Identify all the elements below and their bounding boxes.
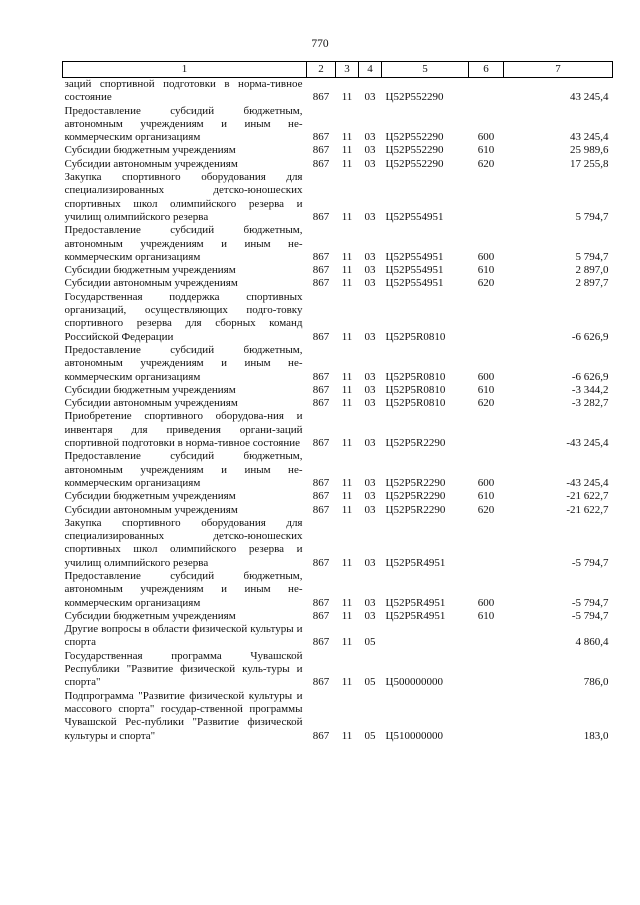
row-target-code: Ц52Р5R2290 bbox=[385, 437, 446, 450]
row-name: Закупка спортивного оборудования для специализированных детско-юношеских спортивных школ олимпийского резерва и училищ олимпийского резерва bbox=[64, 516, 303, 569]
row-amount: 2 897,7 bbox=[575, 277, 609, 290]
row-subsection: 03 bbox=[364, 609, 376, 622]
row-ministry-code: 867 bbox=[312, 210, 330, 223]
row-subsection: 03 bbox=[364, 397, 376, 410]
row-expense-type: 610 bbox=[477, 144, 495, 157]
row-ministry-code: 867 bbox=[312, 503, 330, 516]
row-expense-type bbox=[469, 171, 504, 224]
table-row bbox=[63, 410, 613, 450]
row-subsection: 03 bbox=[364, 476, 376, 489]
row-subsection: 03 bbox=[364, 596, 376, 609]
header-cell: 5 bbox=[382, 62, 469, 78]
table-row bbox=[63, 623, 613, 650]
row-target-code: Ц52Р5R0810 bbox=[385, 370, 446, 383]
row-target-code: Ц52Р5R0810 bbox=[385, 397, 446, 410]
row-subsection: 05 bbox=[364, 676, 376, 689]
row-name: Субсидии автономным учреждениям bbox=[64, 277, 238, 290]
row-subsection: 03 bbox=[364, 330, 376, 343]
row-section: 11 bbox=[341, 636, 353, 649]
row-ministry-code: 867 bbox=[312, 264, 330, 277]
row-target-code: Ц510000000 bbox=[385, 729, 443, 742]
row-ministry-code: 867 bbox=[312, 370, 330, 383]
row-ministry-code: 867 bbox=[312, 383, 330, 396]
row-expense-type bbox=[469, 690, 504, 743]
table-row bbox=[63, 291, 613, 344]
row-amount: 17 255,8 bbox=[570, 157, 609, 170]
row-ministry-code: 867 bbox=[312, 144, 330, 157]
table-row bbox=[63, 171, 613, 224]
row-subsection: 03 bbox=[364, 383, 376, 396]
row-ministry-code: 867 bbox=[312, 556, 330, 569]
row-ministry-code: 867 bbox=[312, 277, 330, 290]
row-subsection: 03 bbox=[364, 503, 376, 516]
table-row bbox=[63, 78, 613, 105]
table-row bbox=[63, 504, 613, 517]
row-expense-type bbox=[469, 623, 504, 650]
row-subsection: 03 bbox=[364, 91, 376, 104]
row-section: 11 bbox=[341, 596, 353, 609]
row-target-code: Ц52Р5R2290 bbox=[385, 476, 446, 489]
row-name: Субсидии бюджетным учреждениям bbox=[64, 609, 236, 622]
row-expense-type: 600 bbox=[477, 250, 495, 263]
row-amount: 5 794,7 bbox=[575, 210, 609, 223]
row-ministry-code: 867 bbox=[312, 676, 330, 689]
row-target-code: Ц52Р5R0810 bbox=[385, 383, 446, 396]
table-row bbox=[63, 224, 613, 264]
row-target-code: Ц500000000 bbox=[385, 676, 443, 689]
row-amount: -5 794,7 bbox=[571, 609, 609, 622]
row-amount: 786,0 bbox=[583, 676, 609, 689]
row-section: 11 bbox=[341, 330, 353, 343]
row-ministry-code: 867 bbox=[312, 609, 330, 622]
row-section: 11 bbox=[341, 397, 353, 410]
row-subsection: 03 bbox=[364, 277, 376, 290]
row-expense-type: 600 bbox=[477, 476, 495, 489]
row-expense-type: 620 bbox=[477, 277, 495, 290]
row-section: 11 bbox=[341, 383, 353, 396]
row-name: Подпрограмма "Развитие физической культуры и массового спорта" государ-ственной программы Чувашской Рес-публики "Развитие физической культуры и спорта" bbox=[64, 689, 303, 742]
row-ministry-code: 867 bbox=[312, 596, 330, 609]
row-expense-type: 620 bbox=[477, 397, 495, 410]
row-section: 11 bbox=[341, 91, 353, 104]
row-amount: 2 897,0 bbox=[575, 264, 609, 277]
row-target-code: Ц52Р552290 bbox=[385, 91, 444, 104]
row-section: 11 bbox=[341, 210, 353, 223]
row-subsection: 03 bbox=[364, 131, 376, 144]
row-expense-type: 620 bbox=[477, 157, 495, 170]
row-expense-type: 610 bbox=[477, 490, 495, 503]
row-subsection: 03 bbox=[364, 144, 376, 157]
row-ministry-code: 867 bbox=[312, 330, 330, 343]
row-section: 11 bbox=[341, 250, 353, 263]
row-section: 11 bbox=[341, 277, 353, 290]
header-cell: 6 bbox=[469, 62, 504, 78]
row-name: Предоставление субсидий бюджетным, автономным учреждениям и иным не-коммерческим организациям bbox=[64, 224, 303, 263]
table-row bbox=[63, 144, 613, 157]
row-section: 11 bbox=[341, 157, 353, 170]
row-ministry-code: 867 bbox=[312, 131, 330, 144]
row-expense-type: 600 bbox=[477, 131, 495, 144]
row-amount: -5 794,7 bbox=[571, 596, 609, 609]
row-ministry-code: 867 bbox=[312, 250, 330, 263]
row-section: 11 bbox=[341, 264, 353, 277]
row-name: Предоставление субсидий бюджетным, автономным учреждениям и иным не-коммерческим организациям bbox=[64, 569, 303, 609]
row-subsection: 03 bbox=[364, 157, 376, 170]
table-row bbox=[63, 490, 613, 503]
row-target-code: Ц52Р5R4951 bbox=[385, 596, 446, 609]
header-cell: 4 bbox=[359, 62, 382, 78]
row-subsection: 03 bbox=[364, 490, 376, 503]
row-amount: -5 794,7 bbox=[571, 556, 609, 569]
row-name: Приобретение спортивного оборудова-ния и инвентаря для приведения органи-заций спортивной подготовки в норма-тивное состояние bbox=[64, 410, 303, 450]
row-amount: -6 626,9 bbox=[571, 370, 609, 383]
row-section: 11 bbox=[341, 490, 353, 503]
table-row bbox=[63, 450, 613, 490]
row-expense-type bbox=[469, 517, 504, 570]
row-section: 11 bbox=[341, 676, 353, 689]
row-section: 11 bbox=[341, 609, 353, 622]
row-target-code: Ц52Р5R2290 bbox=[385, 490, 446, 503]
row-expense-type: 600 bbox=[477, 596, 495, 609]
table-header bbox=[63, 62, 613, 78]
row-amount: -43 245,4 bbox=[566, 437, 609, 450]
row-amount: 5 794,7 bbox=[575, 250, 609, 263]
row-expense-type: 610 bbox=[477, 383, 495, 396]
page-number: 770 bbox=[311, 38, 329, 50]
row-ministry-code: 867 bbox=[312, 636, 330, 649]
row-subsection: 03 bbox=[364, 264, 376, 277]
row-name: Предоставление субсидий бюджетным, автономным учреждениям и иным не-коммерческим организациям bbox=[64, 343, 303, 383]
header-cell: 1 bbox=[63, 62, 307, 78]
row-amount: 25 989,6 bbox=[570, 144, 609, 157]
row-subsection: 03 bbox=[364, 556, 376, 569]
row-ministry-code: 867 bbox=[312, 157, 330, 170]
row-section: 11 bbox=[341, 556, 353, 569]
table-row bbox=[63, 105, 613, 145]
row-name: Субсидии бюджетным учреждениям bbox=[64, 383, 236, 396]
row-amount: -3 344,2 bbox=[571, 383, 609, 396]
row-target-code: Ц52Р554951 bbox=[385, 277, 444, 290]
row-subsection: 03 bbox=[364, 370, 376, 383]
row-ministry-code: 867 bbox=[312, 397, 330, 410]
row-target-code: Ц52Р5R0810 bbox=[385, 330, 446, 343]
row-section: 11 bbox=[341, 729, 353, 742]
row-expense-type bbox=[469, 291, 504, 344]
row-target-code: Ц52Р5R2290 bbox=[385, 503, 446, 516]
row-name: Государственная программа Чувашской Республики "Развитие физической куль-туры и спорта" bbox=[64, 649, 303, 689]
header-cell: 3 bbox=[336, 62, 359, 78]
table-row bbox=[63, 344, 613, 384]
row-subsection: 03 bbox=[364, 210, 376, 223]
row-name: Субсидии бюджетным учреждениям bbox=[64, 264, 236, 277]
row-subsection: 05 bbox=[364, 729, 376, 742]
table-row bbox=[63, 517, 613, 570]
row-name: Государственная поддержка спортивных организаций, осуществляющих подго-товку спортивного резерва для сборных команд Российской Федерации bbox=[64, 290, 303, 343]
table-row bbox=[63, 570, 613, 610]
row-ministry-code: 867 bbox=[312, 91, 330, 104]
table-row bbox=[63, 158, 613, 171]
row-expense-type: 600 bbox=[477, 370, 495, 383]
table-row bbox=[63, 384, 613, 397]
row-subsection: 03 bbox=[364, 250, 376, 263]
row-name: Закупка спортивного оборудования для специализированных детско-юношеских спортивных школ олимпийского резерва и училищ олимпийского резерва bbox=[64, 171, 303, 223]
table-row bbox=[63, 264, 613, 277]
row-section: 11 bbox=[341, 437, 353, 450]
row-name: Субсидии автономным учреждениям bbox=[64, 157, 238, 170]
row-section: 11 bbox=[341, 503, 353, 516]
row-amount: -3 282,7 bbox=[571, 397, 609, 410]
table-row bbox=[63, 397, 613, 410]
row-target-code: Ц52Р554951 bbox=[385, 264, 444, 277]
row-amount: 43 245,4 bbox=[570, 131, 609, 144]
row-name: Субсидии бюджетным учреждениям bbox=[64, 144, 236, 157]
row-section: 11 bbox=[341, 144, 353, 157]
row-target-code: Ц52Р5R4951 bbox=[385, 609, 446, 622]
row-expense-type bbox=[469, 410, 504, 450]
row-ministry-code: 867 bbox=[312, 437, 330, 450]
budget-table bbox=[62, 61, 613, 743]
row-name: Субсидии бюджетным учреждениям bbox=[64, 490, 236, 503]
row-expense-type bbox=[469, 650, 504, 690]
header-cell: 7 bbox=[504, 62, 613, 78]
row-target-code: Ц52Р554951 bbox=[385, 210, 444, 223]
table-row bbox=[63, 277, 613, 290]
row-subsection: 03 bbox=[364, 437, 376, 450]
row-target-code bbox=[382, 623, 469, 650]
row-expense-type: 610 bbox=[477, 609, 495, 622]
row-amount: -21 622,7 bbox=[566, 490, 609, 503]
row-target-code: Ц52Р554951 bbox=[385, 250, 444, 263]
row-ministry-code: 867 bbox=[312, 729, 330, 742]
row-target-code: Ц52Р552290 bbox=[385, 144, 444, 157]
header-cell: 2 bbox=[307, 62, 336, 78]
table-row bbox=[63, 610, 613, 623]
table-body bbox=[63, 78, 613, 743]
table-row bbox=[63, 690, 613, 743]
row-expense-type: 610 bbox=[477, 264, 495, 277]
row-amount: -21 622,7 bbox=[566, 503, 609, 516]
row-expense-type bbox=[469, 78, 504, 105]
row-target-code: Ц52Р552290 bbox=[385, 131, 444, 144]
row-target-code: Ц52Р5R4951 bbox=[385, 556, 446, 569]
row-expense-type: 620 bbox=[477, 503, 495, 516]
row-name: Предоставление субсидий бюджетным, автономным учреждениям и иным не-коммерческим организациям bbox=[64, 104, 303, 144]
row-name: Субсидии автономным учреждениям bbox=[64, 503, 238, 516]
row-ministry-code: 867 bbox=[312, 490, 330, 503]
row-target-code: Ц52Р552290 bbox=[385, 157, 444, 170]
row-section: 11 bbox=[341, 370, 353, 383]
row-section: 11 bbox=[341, 476, 353, 489]
row-name: Другие вопросы в области физической культуры и спорта bbox=[64, 623, 303, 649]
row-amount: 183,0 bbox=[583, 729, 609, 742]
row-name: заций спортивной подготовки в норма-тивное состояние bbox=[64, 78, 303, 104]
row-amount: -43 245,4 bbox=[566, 476, 609, 489]
row-ministry-code: 867 bbox=[312, 476, 330, 489]
row-amount: 4 860,4 bbox=[575, 636, 609, 649]
row-section: 11 bbox=[341, 131, 353, 144]
row-amount: 43 245,4 bbox=[570, 91, 609, 104]
row-amount: -6 626,9 bbox=[571, 330, 609, 343]
row-name: Предоставление субсидий бюджетным, автономным учреждениям и иным не-коммерческим организациям bbox=[64, 450, 303, 489]
row-name: Субсидии автономным учреждениям bbox=[64, 397, 238, 410]
row-subsection: 05 bbox=[364, 636, 376, 649]
table-row bbox=[63, 650, 613, 690]
